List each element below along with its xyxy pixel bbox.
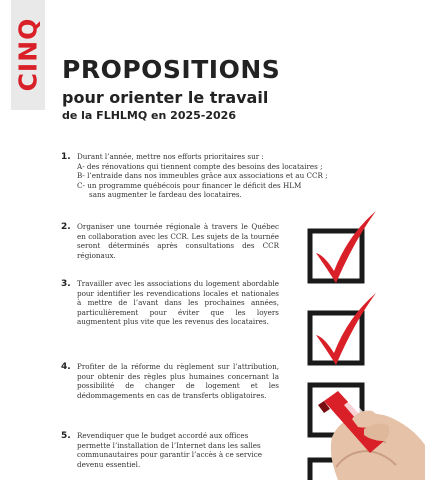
proposition-text: Profiter de la réforme du règlement sur l’attribution, pour obtenir des règles plus humaines concernant la possibilité de changer de logement et les dédommagements en cas de transferts obligatoires. bbox=[77, 362, 279, 400]
checkmark-icon bbox=[316, 211, 376, 283]
proposition-text bbox=[77, 152, 401, 200]
section-label bbox=[13, 4, 43, 104]
page-subtitle-year: de la FLHLMQ en 2025-2026 bbox=[62, 109, 236, 122]
proposition-line: C- un programme québécois pour financer le déficit des HLM bbox=[77, 180, 302, 190]
proposition-text: Travailler avec les associations du logement abordable pour identifier les revendications locales et nationales à mettre de l’avant dans les prochaines années, particulièrement pour éviter que les loyers augmentent plus vite que les revenus des locataires. bbox=[77, 279, 279, 327]
proposition-line: A- des rénovations qui tiennent compte des besoins des locataires ; bbox=[77, 161, 323, 171]
proposition-line: sans augmenter le fardeau des locataires. bbox=[89, 190, 242, 200]
checklist-with-red-marker-icon bbox=[268, 205, 425, 480]
proposition-line: B- l’entraide dans nos immeubles grâce aux associations et au CCR ; bbox=[77, 171, 328, 181]
proposition-number: 3. bbox=[61, 279, 71, 289]
proposition-number: 5. bbox=[61, 431, 71, 441]
proposition-text: Revendiquer que le budget accordé aux offices permette l’installation de l’Internet dans les salles communautaires pour garantir l’accès à ce service devenu essentiel. bbox=[77, 431, 263, 469]
checkmark-icon bbox=[316, 293, 376, 365]
proposition-number: 4. bbox=[61, 362, 71, 372]
page-title: PROPOSITIONS bbox=[62, 55, 281, 84]
proposition-number: 1. bbox=[61, 152, 71, 162]
section-label-text: CINQ bbox=[13, 17, 43, 91]
proposition-line: Durant l’année, mettre nos efforts prioritaires sur : bbox=[77, 152, 264, 161]
proposition-text: Organiser une tournée régionale à travers le Québec en collaboration avec les CCR. Les sujets de la tournée seront déterminés après consultations des CCR régionaux. bbox=[77, 222, 279, 260]
page-subtitle: pour orienter le travail bbox=[62, 88, 269, 107]
proposition-number: 2. bbox=[61, 222, 71, 232]
